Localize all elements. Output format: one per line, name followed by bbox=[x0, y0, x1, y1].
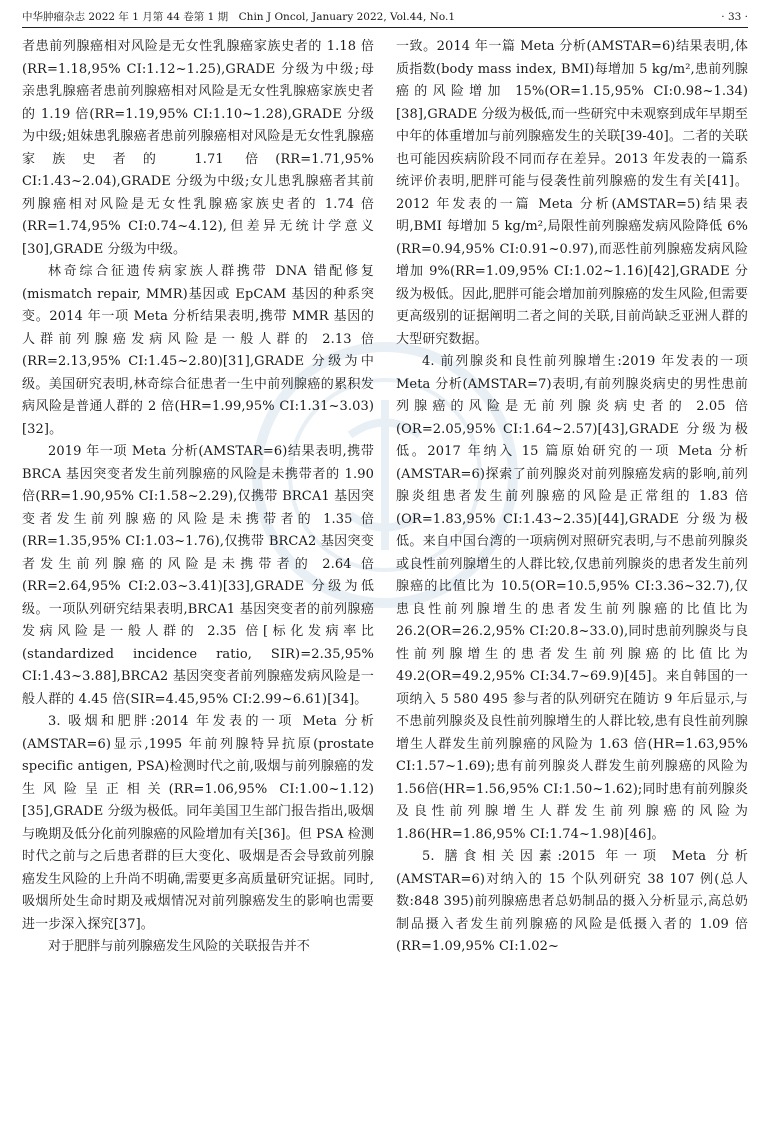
right-column bbox=[396, 36, 748, 1114]
running-header bbox=[22, 6, 748, 28]
paragraph-prostatitis: 4. 前列腺炎和良性前列腺增生:2019 年发表的一项 Meta 分析(AMSTAR=7)表明,有前列腺炎病史的男性患前列腺癌的风险是无前列腺炎病史者的 2.05 倍(OR=2.05,95% CI:1.64~2.57)[43],GRADE 分级为极低。2017 年纳入 15 篇原始研究的一项 Meta 分析(AMSTAR=6)探索了前列腺炎对前列腺癌发病的影响,前列腺炎组患者发生前列腺癌的风险是正常组的 1.83 倍(OR=1.83,95% CI:1.43~2.35)[44],GRADE 分级为极低。来自中国台湾的一项病例对照研究表明,与不患前列腺炎或良性前列腺增生的人群比较,仅患前列腺炎的患者发生前列腺癌的比值比为 10.5(OR=10.5,95% CI:3.36~32.7),仅患良性前列腺增生的患者发生前列腺癌的比值比为 26.2(OR=26.2,95% CI:20.8~33.0),同时患前列腺炎与良性前列腺增生的患者发生前列腺癌的比值比为 49.2(OR=49.2,95% CI:34.7~69.9)[45]。来自韩国的一项纳入 5 580 495 参与者的队列研究在随访 9 年后显示,与不患前列腺炎及良性前列腺增生的人群比较,患有良性前列腺增生人群发生前列腺癌的风险为 1.63 倍(HR=1.63,95% CI:1.57~1.69);患有前列腺炎人群发生前列腺癌的风险为 1.56倍(HR=1.56,95% CI:1.50~1.62);同时患有前列腺炎及良性前列腺增生人群发生前列腺癌的风险为 1.86(HR=1.86,95% CI:1.74~1.98)[46]。 bbox=[396, 354, 748, 842]
paragraph-obesity-continued: 一致。2014 年一篇 Meta 分析(AMSTAR=6)结果表明,体质指数(body mass index, BMI)每增加 5 kg/m²,患前列腺癌的风险增加 15%(OR=1.15,95% CI:0.98~1.34)[38],GRADE 分级为极低,而一些研究中未观察到成年早期至中年的体重增加与前列腺癌发生的关联[39-40]。二者的关联也可能因疾病阶段不同而存在差异。2013 年发表的一篇系统评价表明,肥胖可能与侵袭性前列腺癌的发生有关[41]。2012 年发表的一篇 Meta 分析(AMSTAR=5)结果表明,BMI 每增加 5 kg/m²,局限性前列腺癌发病风险降低 6%(RR=0.94,95% CI:0.91~0.97),而恶性前列腺癌发病风险增加 9%(RR=1.09,95% CI:1.02~1.16)[42],GRADE 分级为极低。因此,肥胖可能会增加前列腺癌的发生风险,但需要更高级别的证据阐明二者之间的关联,目前尚缺乏亚洲人群的大型研究数据。 bbox=[396, 39, 748, 347]
paragraph-lynch-syndrome: 林奇综合征遗传病家族人群携带 DNA 错配修复(mismatch repair, MMR)基因或 EpCAM 基因的种系突变。2014 年一项 Meta 分析结果表明,携带 MMR 基因的人群前列腺癌发病风险是一般人群的 2.13 倍(RR=2.13,95% CI:1.45~2.80)[31],GRADE 分级为中级。美国研究表明,林奇综合征患者一生中前列腺癌的累积发病风险是普通人群的 2 倍(HR=1.99,95% CI:1.31~3.03)[32]。 bbox=[22, 264, 374, 437]
paragraph-family-history: 者患前列腺癌相对风险是无女性乳腺癌家族史者的 1.18 倍(RR=1.18,95% CI:1.12~1.25),GRADE 分级为中级;母亲患乳腺癌者患前列腺癌相对风险是无女性乳腺癌家族史者的 1.19 倍(RR=1.19,95% CI:1.10~1.28),GRADE 分级为中级;姐妹患乳腺癌者患前列腺癌相对风险是无女性乳腺癌家族史者的 1.71 倍(RR=1.71,95% CI:1.43~2.04),GRADE 分级为中级;女儿患乳腺癌者其前列腺癌相对风险是无女性乳腺癌家族史者的 1.74 倍(RR=1.74,95% CI:0.74~4.12),但差异无统计学意义[30],GRADE 分级为中级。 bbox=[22, 39, 374, 257]
paragraph-diet: 5. 膳食相关因素:2015 年一项 Meta 分析(AMSTAR=6)对纳入的 15 个队列研究 38 107 例(总人数:848 395)前列腺癌患者总奶制品的摄入分析显示,高总奶制品摄入者发生前列腺癌的风险是低摄入者的 1.09 倍(RR=1.09,95% CI:1.02~ bbox=[396, 849, 748, 954]
journal-citation: 中华肿瘤杂志 2022 年 1 月第 44 卷第 1 期 Chin J Oncol, January 2022, Vol.44, No.1 bbox=[22, 11, 456, 23]
page-number: · 33 · bbox=[721, 11, 748, 23]
paragraph-brca: 2019 年一项 Meta 分析(AMSTAR=6)结果表明,携带 BRCA 基因突变者发生前列腺癌的风险是未携带者的 1.90 倍(RR=1.90,95% CI:1.58~2.29),仅携带 BRCA1 基因突变者发生前列腺癌的风险是未携带者的 1.35 倍(RR=1.35,95% CI:1.03~1.76),仅携带 BRCA2 基因突变者发生前列腺癌的风险是未携带者的 2.64 倍(RR=2.64,95% CI:2.03~3.41)[33],GRADE 分级为低级。一项队列研究结果表明,BRCA1 基因突变者的前列腺癌发病风险是一般人群的 2.35 倍[标化发病率比(standardized incidence ratio, SIR)=2.35,95% CI:1.43~3.88],BRCA2 基因突变者前列腺癌发病风险是一般人群的 4.45 倍(SIR=4.45,95% CI:2.99~6.61)[34]。 bbox=[22, 444, 374, 707]
paragraph-smoking: 3. 吸烟和肥胖:2014 年发表的一项 Meta 分析(AMSTAR=6)显示,1995 年前列腺特异抗原(prostate specific antigen, PSA)检测时代之前,吸烟与前列腺癌的发生风险呈正相关(RR=1.06,95% CI:1.00~1.12)[35],GRADE 分级为极低。同年美国卫生部门报告指出,吸烟与晚期及低分化前列腺癌的风险增加有关[36]。但 PSA 检测时代之前与之后患者群的巨大变化、吸烟是否会导致前列腺癌发生风险的上升尚不明确,需要更多高质量研究证据。同时,吸烟所处生命时期及戒烟情况对前列腺癌发生的影响也需要进一步深入探究[37]。 bbox=[22, 714, 374, 932]
paragraph-obesity-start: 对于肥胖与前列腺癌发生风险的关联报告并不 bbox=[48, 939, 311, 954]
article-body bbox=[22, 36, 748, 1114]
left-column bbox=[22, 36, 374, 1114]
